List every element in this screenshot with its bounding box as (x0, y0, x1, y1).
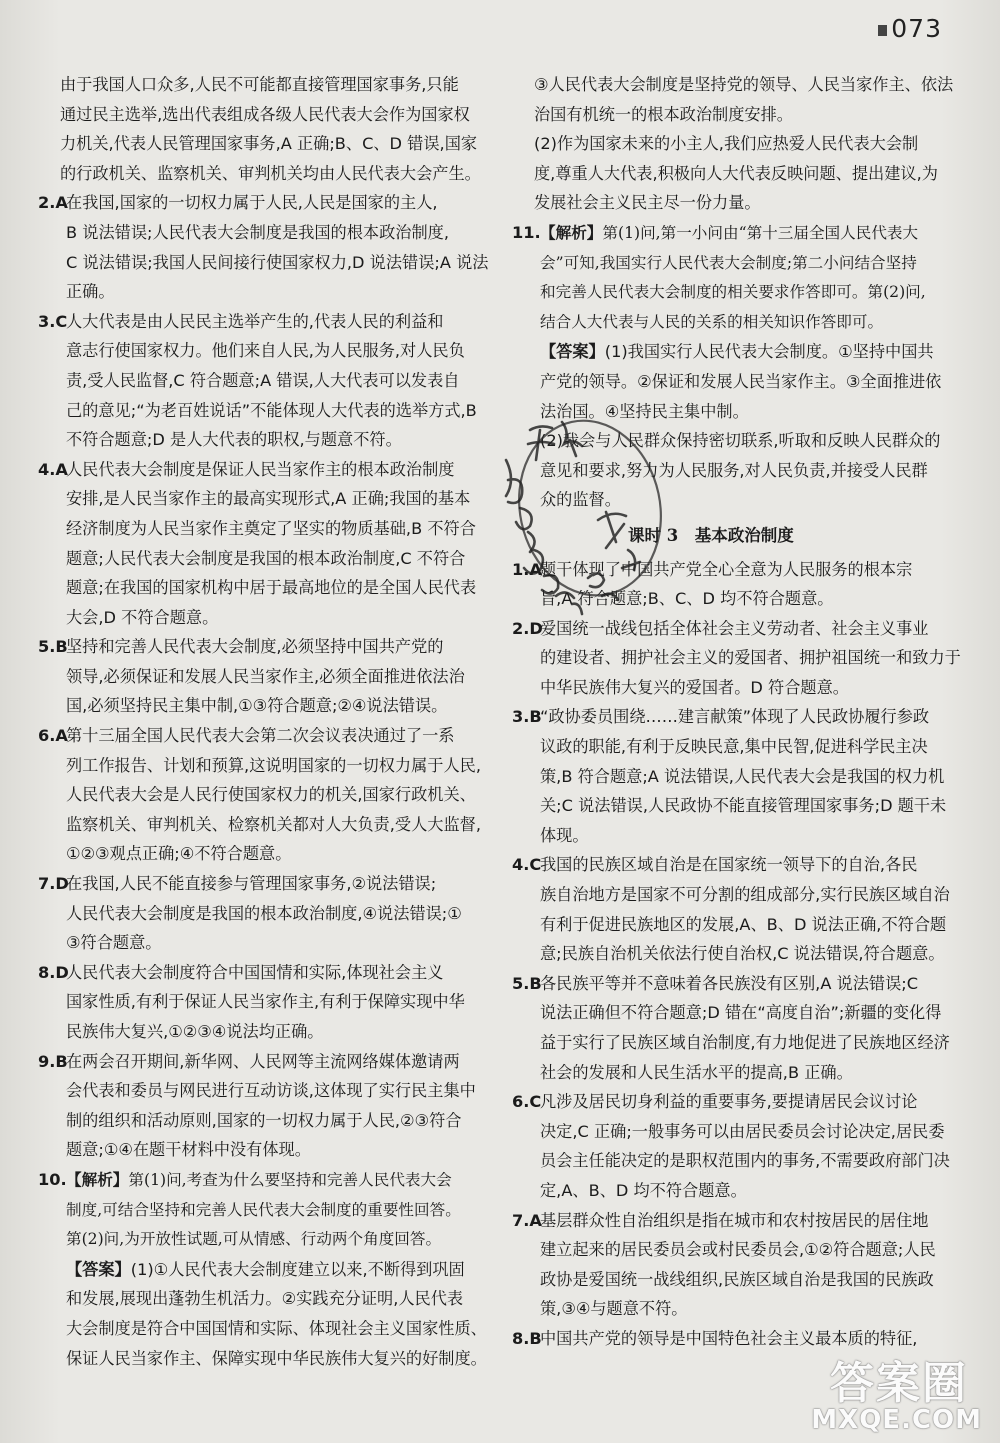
answer-continuation (512, 70, 962, 218)
text-line: 己的意见;“为老百姓说话”不能体现人大代表的选举方式,B (66, 400, 477, 420)
question-number: 7.D (38, 874, 69, 894)
text-line: 通过民主选举,选出代表组成各级人民代表大会作为国家权 (60, 104, 470, 124)
text-line: 安排,是人民当家作主的最高实现形式,A 正确;我国的基本 (66, 489, 471, 509)
text-line: 列工作报告、计划和预算,这说明国家的一切权力属于人民, (66, 755, 481, 775)
answer-continuation (38, 70, 488, 188)
section-title: 课时 3 基本政治制度 (628, 525, 794, 545)
question-number: 2.A (38, 193, 68, 213)
text-content: (1)①人民代表大会制度建立以来,不断得到巩固 (130, 1259, 465, 1279)
answer-tag: 【解析】 (540, 222, 603, 242)
text-line: 在我国,人民不能直接参与管理国家事务,②说法错误; (66, 874, 437, 894)
text-line: 领导,必须保证和发展人民当家作主,必须全面推进依法治 (66, 666, 465, 686)
question-number: 5.B (512, 973, 542, 993)
answer-item (38, 1047, 488, 1165)
text-line: 关;C 说法错误,人民政协不能直接管理国家事务;D 题干未 (540, 796, 947, 816)
answer-item (512, 614, 962, 703)
text-line: 在两会召开期间,新华网、人民网等主流网络媒体邀请两 (66, 1051, 460, 1071)
text-line: 由于我国人口众多,人民不可能都直接管理国家事务,只能 (60, 75, 459, 94)
text-line: 民族伟大复兴,①②③④说法均正确。 (66, 1022, 324, 1041)
answer-tag: 【解析】 (66, 1169, 129, 1189)
text-line: 国家性质,有利于保证人民当家作主,有利于保障实现中华 (66, 992, 465, 1012)
text-line (66, 1255, 488, 1285)
text-line: 不符合题意;D 是人大代表的职权,与题意不符。 (66, 430, 402, 450)
watermark-cn: 答案圈 (830, 1358, 968, 1409)
question-number: 4.A (38, 459, 68, 479)
text-line: “政协委员围绕……建言献策”体现了人民政协履行参政 (540, 707, 930, 727)
answer-item (38, 721, 488, 869)
text-line: 人民代表大会制度是我国的根本政治制度,④说法错误;① (66, 903, 462, 923)
text-line: 有利于促进民族地区的发展,A、B、D 说法正确,不符合题 (540, 914, 947, 934)
page-number: 073 (878, 14, 942, 43)
text-line: 员会主任能决定的是职权范围内的事务,不需要政府部门决 (540, 1151, 950, 1171)
text-line: 第十三届全国人民代表大会第二次会议表决通过了一系 (66, 726, 455, 746)
text-line: 题意;①④在题干材料中没有体现。 (66, 1140, 311, 1160)
text-line: 力机关,代表人民管理国家事务,A 正确;B、C、D 错误,国家 (60, 134, 478, 154)
text-line: 定,A、B、D 均不符合题意。 (540, 1180, 747, 1200)
text-line: 策,③④与题意不符。 (540, 1299, 688, 1319)
text-line: 策,B 符合题意;A 说法错误,人民代表大会是我国的权力机 (540, 766, 945, 786)
text-line: 说法正确但不符合题意;D 错在“高度自治”;新疆的变化得 (540, 1003, 942, 1023)
question-number: 6.C (512, 1092, 542, 1112)
answer-tag: 【答案】 (540, 342, 605, 362)
text-line: 基层群众性自治组织是指在城市和农村按居民的居住地 (540, 1210, 929, 1230)
text-line: ③人民代表大会制度是坚持党的领导、人民当家作主、依法 (534, 75, 954, 94)
text-line: 意见和要求,努力为人民服务,对人民负责,并接受人民群 (540, 460, 928, 480)
text-line: 人民代表大会是人民行使国家权力的机关,国家行政机关、 (66, 785, 476, 805)
text-content: (1)我国实行人民代表大会制度。①坚持中国共 (604, 342, 934, 362)
text-line: ③符合题意。 (66, 933, 162, 953)
text-line: 题干体现了中国共产党全心全意为人民服务的根本宗 (540, 559, 913, 579)
text-line: 旨,A 符合题意;B、C、D 均不符合题意。 (540, 589, 834, 609)
text-line: 和发展,展现出蓬勃生机活力。②实践充分证明,人民代表 (66, 1289, 464, 1309)
text-line: 制的组织和活动原则,国家的一切权力属于人民,②③符合 (66, 1110, 462, 1130)
text-line: 各民族平等并不意味着各民族没有区别,A 说法错误;C (540, 973, 919, 993)
text-line: 中国共产党的领导是中国特色社会主义最本质的特征, (540, 1328, 918, 1348)
answer-item (38, 869, 488, 958)
text-line: 政协是爱国统一战线组织,民族区域自治是我国的民族政 (540, 1269, 934, 1289)
text-line: 的建设者、拥护社会主义的爱国者、拥护祖国统一和致力于 (540, 648, 961, 668)
text-line: 保证人民当家作主、保障实现中华民族伟大复兴的好制度。 (66, 1348, 487, 1368)
site-watermark (788, 1347, 988, 1437)
text-line: 治国有机统一的根本政治制度安排。 (534, 104, 793, 124)
text-line: 意志行使国家权力。他们来自人民,为人民服务,对人民负 (66, 341, 465, 361)
text-line: 体现。 (540, 825, 589, 845)
text-line: 议政的职能,有利于反映民意,集中民智,促进科学民主决 (540, 737, 928, 757)
question-number: 5.B (38, 637, 68, 657)
text-line: 益于实行了民族区域自治制度,有力地促进了民族地区经济 (540, 1033, 950, 1052)
text-content: 第(1)问,考查为什么要坚持和完善人民代表大会 (128, 1170, 452, 1189)
question-number: 8.B (512, 1328, 542, 1348)
answer-item (512, 218, 962, 337)
question-number: 4.C (512, 855, 542, 875)
text-line: 意;民族自治机关依法行使自治权,C 说法错误,符合题意。 (540, 944, 945, 964)
question-number: 3.C (38, 311, 68, 331)
text-line: 产党的领导。②保证和发展人民当家作主。③全面推进依 (540, 371, 942, 391)
answer-continuation (512, 337, 962, 515)
text-line: 决定,C 正确;一般事务可以由居民委员会讨论决定,居民委 (540, 1121, 945, 1141)
text-line: 人民代表大会制度符合中国国情和实际,体现社会主义 (66, 962, 444, 982)
text-line (540, 337, 962, 367)
answer-item (38, 958, 488, 1047)
text-line: 族自治地方是国家不可分割的组成部分,实行民族区域自治 (540, 885, 950, 905)
text-line: 人民代表大会制度是保证人民当家作主的根本政治制度 (66, 459, 455, 479)
text-line: 发展社会主义民主尽一份力量。 (534, 193, 761, 213)
right-column (512, 70, 962, 1354)
answer-tag: 【答案】 (66, 1259, 131, 1279)
text-line: 题意;在我国的国家机构中居于最高地位的是全国人民代表 (66, 578, 477, 598)
text-line: 凡涉及居民切身利益的重要事务,要提请居民会议讨论 (540, 1092, 918, 1112)
question-number: 2.D (512, 618, 543, 638)
text-line: (2)作为国家未来的小主人,我们应热爱人民代表大会制 (534, 134, 919, 154)
text-line: 爱国统一战线包括全体社会主义劳动者、社会主义事业 (540, 618, 929, 638)
text-line: 我国的民族区域自治是在国家统一领导下的自治,各民 (540, 855, 918, 875)
text-line: 和完善人民代表大会制度的相关要求作答即可。第(2)问, (540, 283, 926, 302)
text-line: 大会,D 不符合题意。 (66, 607, 219, 627)
text-line (66, 1165, 488, 1196)
question-number: 9.B (38, 1051, 68, 1071)
question-number: 8.D (38, 962, 69, 982)
text-line: 大会制度是符合中国国情和实际、体现社会主义国家性质、 (66, 1318, 487, 1338)
text-line: 正确。 (66, 282, 115, 302)
text-line: 的行政机关、监察机关、审判机关均由人民代表大会产生。 (60, 163, 481, 183)
page-marker-icon (878, 25, 887, 36)
text-line: 国,必须坚持民主集中制,①③符合题意;②④说法错误。 (66, 696, 448, 716)
text-line: 题意;人民代表大会制度是我国的根本政治制度,C 不符合 (66, 548, 466, 568)
text-line: (2)我会与人民群众保持密切联系,听取和反映人民群众的 (540, 431, 941, 451)
answer-item (512, 850, 962, 968)
question-number: 7.A (512, 1210, 542, 1230)
text-line: B 说法错误;人民代表大会制度是我国的根本政治制度, (66, 222, 449, 242)
text-line: 社会的发展和人民生活水平的提高,B 正确。 (540, 1062, 853, 1082)
text-line: 坚持和完善人民代表大会制度,必须坚持中国共产党的 (66, 637, 444, 657)
answer-item (512, 1087, 962, 1205)
text-line: 责,受人民监督,C 符合题意;A 错误,人大代表可以发表自 (66, 370, 460, 390)
answer-item (38, 307, 488, 455)
left-column (38, 70, 488, 1373)
text-line: ①②③观点正确;④不符合题意。 (66, 844, 292, 864)
text-line: 建立起来的居民委员会或村民委员会,①②符合题意;人民 (540, 1240, 936, 1260)
text-content: 第(1)问,第一小问由“第十三届全国人民代表大 (602, 223, 919, 242)
answer-continuation (38, 1255, 488, 1373)
answer-item (38, 1165, 488, 1255)
answer-item (512, 702, 962, 850)
answer-item (38, 632, 488, 721)
text-line: 法治国。④坚持民主集中制。 (540, 401, 749, 421)
text-line: 制度,可结合坚持和完善人民代表大会制度的重要性回答。 (66, 1200, 461, 1219)
answer-item (38, 188, 488, 306)
text-line: 人大代表是由人民民主选举产生的,代表人民的利益和 (66, 311, 444, 331)
text-line: 中华民族伟大复兴的爱国者。D 符合题意。 (540, 677, 849, 697)
answer-item (512, 1206, 962, 1324)
text-line: C 说法错误;我国人民间接行使国家权力,D 说法错误;A 说法 (66, 252, 488, 272)
text-line: 众的监督。 (540, 490, 621, 510)
answer-item (512, 555, 962, 614)
question-number: 11. (512, 222, 541, 242)
question-number: 10. (38, 1169, 67, 1189)
watermark-en: MXQE.COM (811, 1405, 982, 1435)
text-line: 结合人大代表与人民的关系的相关知识作答即可。 (540, 312, 884, 331)
text-line: 第(2)问,为开放性试题,可从情感、行动两个角度回答。 (66, 1230, 442, 1249)
text-line: 会代表和委员与网民进行互动访谈,这体现了实行民主集中 (66, 1081, 476, 1101)
question-number: 6.A (38, 726, 68, 746)
text-line: 经济制度为人民当家作主奠定了坚实的物质基础,B 不符合 (66, 518, 476, 538)
answer-item (38, 455, 488, 633)
question-number: 1.A (512, 559, 542, 579)
text-line (540, 218, 962, 249)
question-number: 3.B (512, 707, 542, 727)
answer-item (512, 969, 962, 1087)
text-line: 监察机关、审判机关、检察机关都对人大负责,受人大监督, (66, 814, 481, 834)
text-line: 会”可知,我国实行人民代表大会制度;第二小问结合坚持 (540, 253, 917, 272)
text-line: 在我国,国家的一切权力属于人民,人民是国家的主人, (66, 193, 438, 213)
text-line: 度,尊重人大代表,积极向人大代表反映问题、提出建议,为 (534, 163, 938, 183)
